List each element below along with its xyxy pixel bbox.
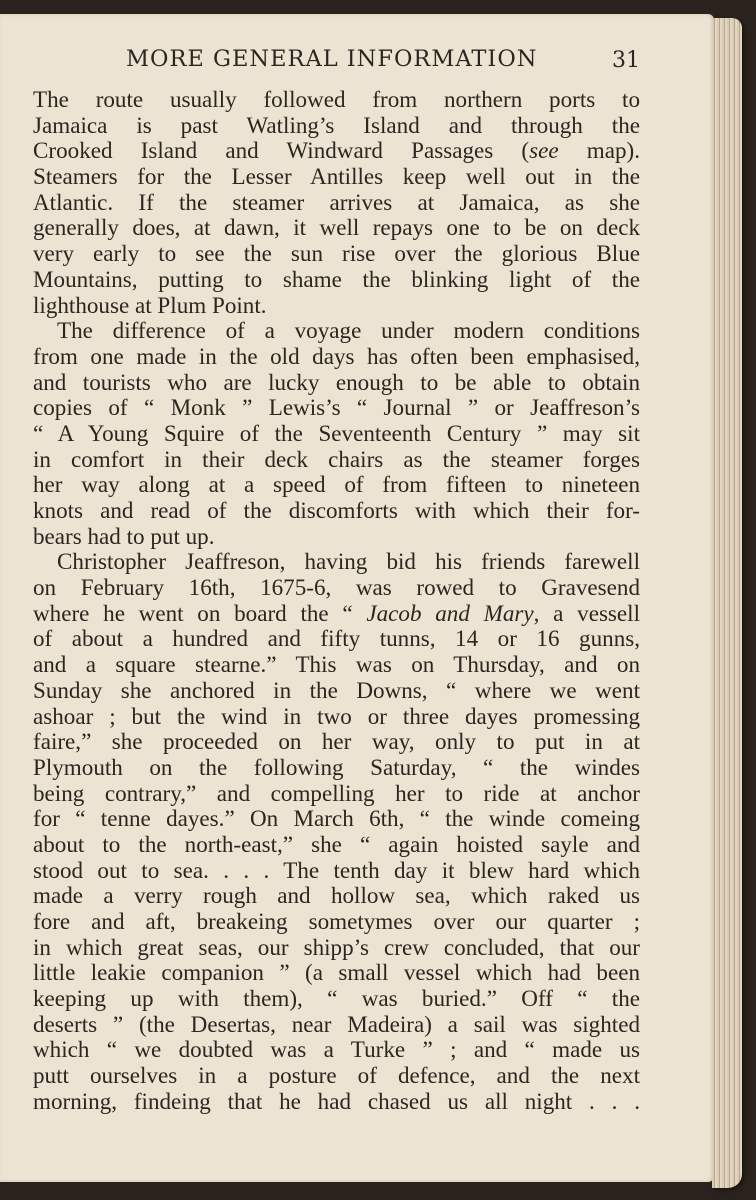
text-line: “ A Young Squire of the Seventeenth Century ” may sit	[33, 419, 640, 446]
text-line: knots and read of the discomforts with which their for-	[33, 497, 640, 523]
paragraph-start-line: The difference of a voyage under modern conditions	[57, 317, 640, 344]
text-line: in which great seas, our shipp’s crew concluded, that our	[33, 933, 640, 960]
text-line: from one made in the old days has often been emphasised,	[33, 342, 640, 369]
text-line: keeping up with them), “ was buried.” Off “ the	[33, 985, 640, 1012]
text-line: and tourists who are lucky enough to be able to obtain	[33, 368, 640, 395]
text-line: Mountains, putting to shame the blinking light of the	[33, 265, 640, 292]
italic-text: see	[529, 137, 559, 164]
text-line: in comfort in their deck chairs as the steamer forges	[33, 445, 640, 472]
text-line: for “ tenne dayes.” On March 6th, “ the winde comeing	[33, 805, 640, 832]
paragraph-start-line: Christopher Jeaffreson, having bid his friends farewell	[57, 548, 640, 575]
text-line: very early to see the sun rise over the glorious Blue	[33, 240, 640, 267]
text-line: of about a hundred and fifty tunns, 14 or 16 gunns,	[33, 625, 640, 652]
text-line: Plymouth on the following Saturday, “ the windes	[33, 753, 640, 780]
text-line: which “ we doubted was a Turke ” ; and “ made us	[33, 1036, 640, 1063]
text-line: lighthouse at Plum Point.	[33, 291, 267, 318]
text-line: and a square stearne.” This was on Thursday, and on	[33, 651, 640, 678]
text-line: faire,” she proceeded on her way, only to put in at	[33, 728, 640, 755]
page-number: 31	[612, 48, 640, 73]
text-line: stood out to sea. . . . The tenth day it blew hard which	[33, 856, 640, 883]
italic-text: Jacob and Mary	[366, 599, 534, 626]
text-line: deserts ” (the Desertas, near Madeira) a sail was sighted	[33, 1010, 640, 1037]
text-line: copies of “ Monk ” Lewis’s “ Journal ” or Jeaffreson’s	[33, 394, 640, 421]
text-line: little leakie companion ” (a small vessel which had been	[33, 959, 640, 986]
page-header	[30, 46, 642, 80]
text-line: The route usually followed from northern ports to	[33, 86, 640, 112]
text-line: about to the north-east,” she “ again hoisted sayle and	[33, 830, 640, 857]
text-line: being contrary,” and compelling her to ride at anchor	[33, 779, 640, 806]
text-line: on February 16th, 1675-6, was rowed to Gravesend	[33, 574, 640, 601]
running-head: MORE GENERAL INFORMATION	[126, 46, 538, 72]
text-line: Atlantic. If the steamer arrives at Jamaica, as she	[33, 188, 640, 215]
text-line: bears had to put up.	[33, 522, 215, 549]
text-line: Crooked Island and Windward Passages (see map).	[33, 137, 641, 164]
text-line: Jamaica is past Watling’s Island and through the	[33, 111, 640, 138]
text-line: morning, findeing that he had chased us all night . . .	[33, 1087, 640, 1114]
text-line: made a verry rough and hollow sea, which raked us	[33, 882, 640, 909]
text-line: fore and aft, breakeing sometymes over our quarter ;	[33, 908, 640, 934]
page-edge	[712, 18, 742, 1188]
body-text	[33, 87, 640, 1115]
text-line: Sunday she anchored in the Downs, “ where we went	[33, 676, 640, 703]
text-line: putt ourselves in a posture of defence, and the next	[33, 1062, 640, 1089]
text-line: where he went on board the “ Jacob and Mary, a vessell	[33, 599, 640, 626]
text-line: her way along at a speed of from fifteen to nineteen	[33, 471, 640, 498]
text-line: Steamers for the Lesser Antilles keep well out in the	[33, 163, 640, 190]
text-line: generally does, at dawn, it well repays one to be on deck	[33, 214, 640, 241]
text-line: ashoar ; but the wind in two or three dayes promessing	[33, 702, 640, 729]
